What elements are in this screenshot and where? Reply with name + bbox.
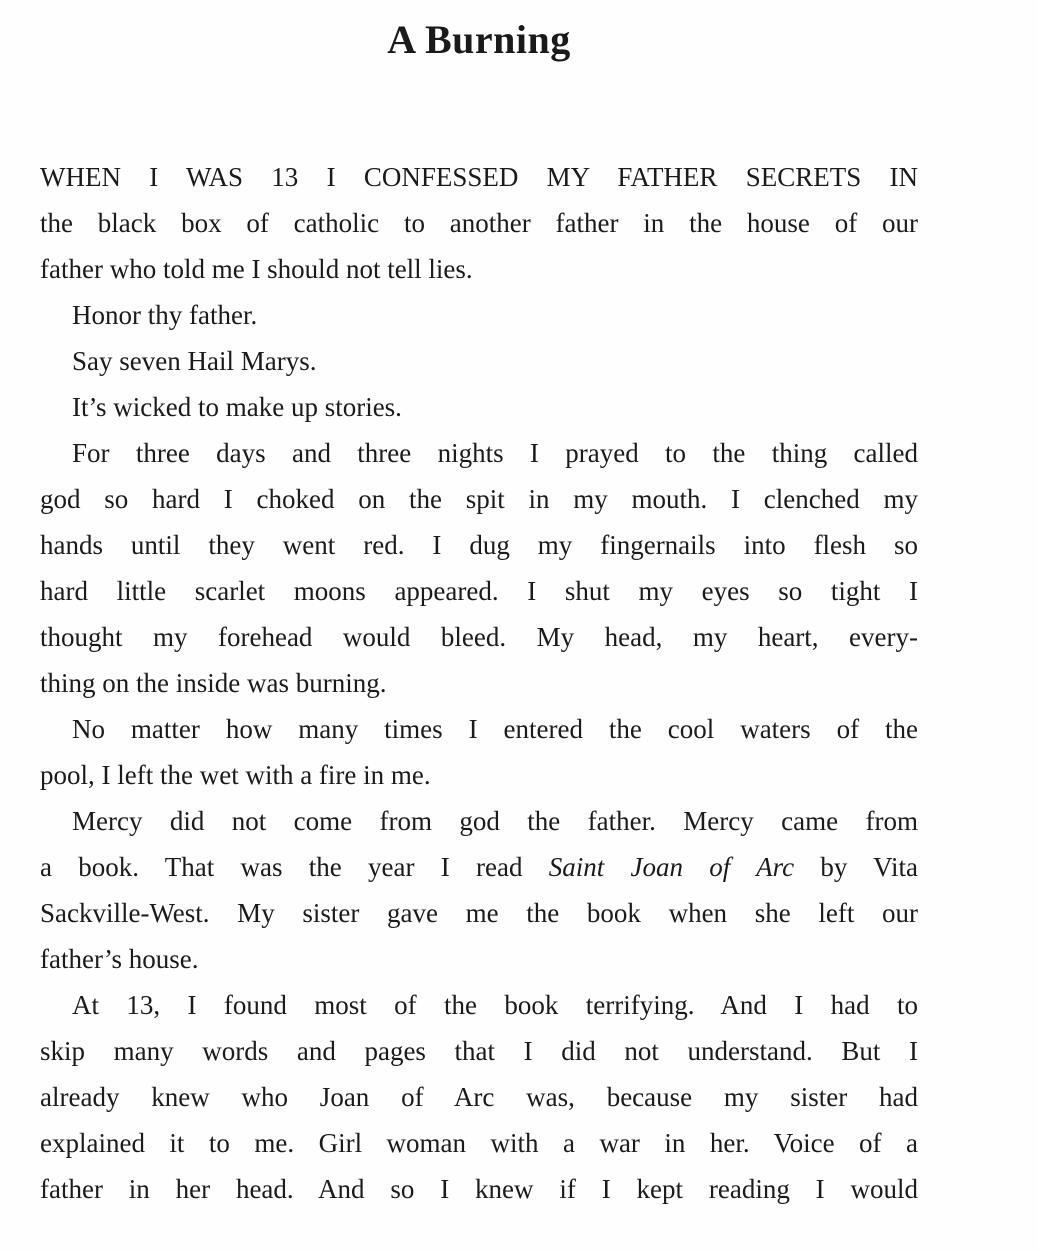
text-segment: explained it to me. Girl woman with a war in her. Voice of a: [40, 1128, 918, 1158]
text-segment: Mercy did not come from god the father. Mercy came from: [72, 806, 918, 836]
text-line: [40, 936, 918, 982]
text-line: [40, 1120, 918, 1166]
paragraph: [40, 706, 918, 798]
text-line: [40, 384, 918, 430]
text-segment: thought my forehead would bleed. My head, my heart, every-: [40, 622, 918, 652]
text-line: [40, 614, 918, 660]
text-line: [40, 292, 918, 338]
paragraph: [40, 982, 918, 1212]
text-segment: by Vita: [794, 852, 918, 882]
paragraph: [40, 430, 918, 706]
text-line: [40, 844, 918, 890]
text-line: [40, 522, 918, 568]
paragraph: [40, 384, 918, 430]
text-segment: skip many words and pages that I did not understand. But I: [40, 1036, 918, 1066]
text-segment: For three days and three nights I prayed to the thing called: [72, 438, 918, 468]
text-line: [40, 982, 918, 1028]
italic-book-title: Saint Joan of Arc: [548, 852, 795, 882]
text-segment: god so hard I choked on the spit in my mouth. I clenched my: [40, 484, 918, 514]
text-line: [40, 752, 918, 798]
text-line: [40, 338, 918, 384]
text-line: [40, 476, 918, 522]
text-segment: At 13, I found most of the book terrifying. And I had to: [72, 990, 918, 1020]
text-line: [40, 200, 918, 246]
paragraph: [40, 338, 918, 384]
text-segment: already knew who Joan of Arc was, because my sister had: [40, 1082, 918, 1112]
text-line: [40, 1074, 918, 1120]
text-segment: the black box of catholic to another father in the house of our: [40, 208, 918, 238]
text-segment: father who told me I should not tell lies.: [40, 254, 473, 284]
text-line: [40, 246, 918, 292]
text-segment: a book. That was the year I read: [40, 852, 549, 882]
text-segment: It’s wicked to make up stories.: [72, 392, 402, 422]
text-segment: father’s house.: [40, 944, 199, 974]
text-line: [40, 890, 918, 936]
text-line: [40, 1028, 918, 1074]
text-line: [40, 798, 918, 844]
paragraph: [40, 154, 918, 292]
text-block: [40, 154, 918, 1212]
text-segment: Say seven Hail Marys.: [72, 346, 317, 376]
text-line: [40, 706, 918, 752]
text-segment: thing on the inside was burning.: [40, 668, 387, 698]
text-line: [40, 430, 918, 476]
text-segment: Honor thy father.: [72, 300, 258, 330]
text-line: [40, 154, 918, 200]
text-line: [40, 1166, 918, 1212]
text-segment: No matter how many times I entered the cool waters of the: [72, 714, 918, 744]
paragraph: [40, 292, 918, 338]
text-segment: pool, I left the wet with a fire in me.: [40, 760, 431, 790]
text-segment: hands until they went red. I dug my fingernails into flesh so: [40, 530, 918, 560]
text-line: [40, 568, 918, 614]
text-segment: father in her head. And so I knew if I kept reading I would: [40, 1174, 918, 1204]
chapter-title: A Burning: [387, 17, 571, 62]
text-line: [40, 660, 918, 706]
text-segment: Sackville-West. My sister gave me the book when she left our: [40, 898, 918, 928]
text-segment: hard little scarlet moons appeared. I shut my eyes so tight I: [40, 576, 918, 606]
text-segment: WHEN I WAS 13 I CONFESSED MY FATHER SECRETS IN: [40, 162, 918, 192]
paragraph: [40, 798, 918, 982]
